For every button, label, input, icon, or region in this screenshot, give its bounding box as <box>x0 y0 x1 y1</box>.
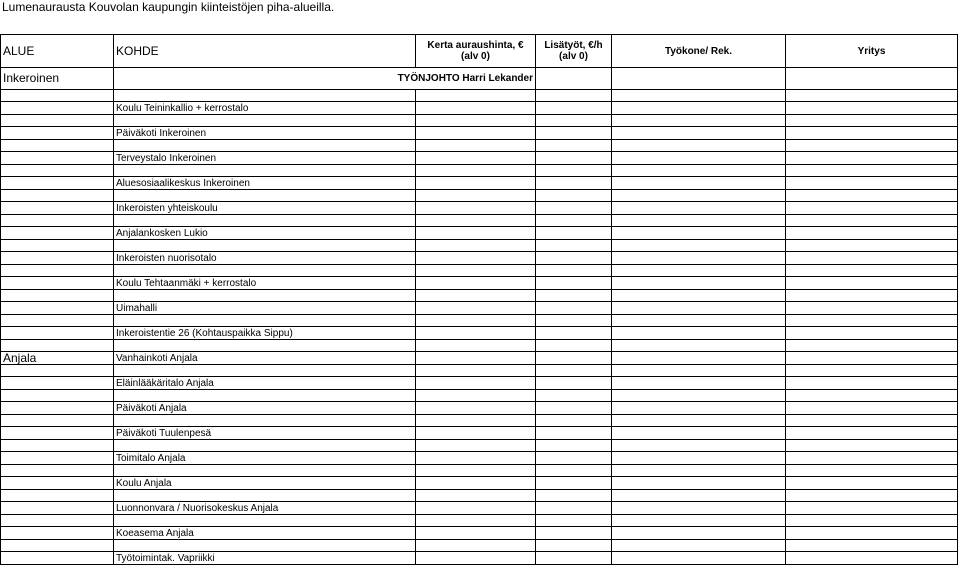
empty-cell <box>416 227 536 240</box>
site-name: Anjalankosken Lukio <box>114 227 416 240</box>
empty-cell <box>536 440 612 452</box>
empty-cell <box>416 252 536 265</box>
empty-cell <box>416 340 536 352</box>
header-alue: ALUE <box>1 35 114 68</box>
empty-cell <box>612 240 786 252</box>
spacer-row <box>1 365 958 377</box>
site-row <box>1 377 958 390</box>
empty-cell <box>786 177 958 190</box>
empty-cell <box>536 115 612 127</box>
empty-cell <box>416 265 536 277</box>
empty-cell <box>612 252 786 265</box>
empty-cell <box>1 427 114 440</box>
empty-cell <box>416 552 536 565</box>
empty-cell <box>612 227 786 240</box>
empty-cell <box>786 302 958 315</box>
site-row <box>1 452 958 465</box>
empty-cell <box>416 90 536 102</box>
empty-cell <box>1 315 114 327</box>
site-row <box>1 352 958 365</box>
empty-cell <box>1 302 114 315</box>
empty-cell <box>786 68 958 90</box>
empty-cell <box>536 140 612 152</box>
spacer-row <box>1 265 958 277</box>
site-row <box>1 402 958 415</box>
empty-cell <box>114 340 416 352</box>
spacer-row <box>1 140 958 152</box>
empty-cell <box>1 127 114 140</box>
empty-cell <box>416 215 536 227</box>
spacer-row <box>1 515 958 527</box>
empty-cell <box>416 427 536 440</box>
empty-cell <box>536 177 612 190</box>
empty-cell <box>416 540 536 552</box>
empty-cell <box>612 190 786 202</box>
empty-cell <box>536 240 612 252</box>
empty-cell <box>114 465 416 477</box>
empty-cell <box>1 390 114 402</box>
empty-cell <box>786 465 958 477</box>
site-row <box>1 552 958 565</box>
area-name: Inkeroinen <box>1 68 114 90</box>
document-title: Lumenaurausta Kouvolan kaupungin kiinteistöjen piha-alueilla. <box>2 0 335 14</box>
empty-cell <box>786 352 958 365</box>
empty-cell <box>536 265 612 277</box>
site-name: Päiväkoti Tuulenpesä <box>114 427 416 440</box>
empty-cell <box>536 352 612 365</box>
empty-cell <box>416 465 536 477</box>
spacer-row <box>1 165 958 177</box>
empty-cell <box>612 427 786 440</box>
empty-cell <box>416 365 536 377</box>
site-row <box>1 127 958 140</box>
spacer-row <box>1 190 958 202</box>
empty-cell <box>1 265 114 277</box>
empty-cell <box>536 227 612 240</box>
empty-cell <box>536 515 612 527</box>
empty-cell <box>612 177 786 190</box>
empty-cell <box>612 265 786 277</box>
empty-cell <box>416 377 536 390</box>
empty-cell <box>612 340 786 352</box>
empty-cell <box>786 115 958 127</box>
site-name: Koeasema Anjala <box>114 527 416 540</box>
empty-cell <box>612 502 786 515</box>
empty-cell <box>416 527 536 540</box>
empty-cell <box>786 402 958 415</box>
empty-cell <box>612 515 786 527</box>
empty-cell <box>536 552 612 565</box>
site-name: Eläinlääkäritalo Anjala <box>114 377 416 390</box>
header-tyokone: Työkone/ Rek. <box>612 35 786 68</box>
site-name: Vanhainkoti Anjala <box>114 352 416 365</box>
empty-cell <box>416 277 536 290</box>
empty-cell <box>536 90 612 102</box>
empty-cell <box>416 352 536 365</box>
spacer-row <box>1 115 958 127</box>
empty-cell <box>1 90 114 102</box>
empty-cell <box>786 277 958 290</box>
empty-cell <box>1 452 114 465</box>
empty-cell <box>114 365 416 377</box>
empty-cell <box>536 490 612 502</box>
empty-cell <box>786 165 958 177</box>
empty-cell <box>416 152 536 165</box>
spacer-row <box>1 215 958 227</box>
empty-cell <box>1 540 114 552</box>
empty-cell <box>612 352 786 365</box>
empty-cell <box>536 68 612 90</box>
empty-cell <box>612 440 786 452</box>
empty-cell <box>416 127 536 140</box>
empty-cell <box>612 152 786 165</box>
empty-cell <box>114 415 416 427</box>
header-kerta-line2: (alv 0) <box>461 51 490 62</box>
empty-cell <box>536 540 612 552</box>
empty-cell <box>786 227 958 240</box>
empty-cell <box>1 502 114 515</box>
empty-cell <box>1 477 114 490</box>
empty-cell <box>612 540 786 552</box>
site-row <box>1 527 958 540</box>
empty-cell <box>536 102 612 115</box>
empty-cell <box>786 315 958 327</box>
site-name: Koulu Tehtaanmäki + kerrostalo <box>114 277 416 290</box>
site-row <box>1 477 958 490</box>
spacer-row <box>1 240 958 252</box>
empty-cell <box>1 115 114 127</box>
empty-cell <box>786 152 958 165</box>
empty-cell <box>114 140 416 152</box>
empty-cell <box>114 515 416 527</box>
empty-cell <box>612 452 786 465</box>
site-name: Uimahalli <box>114 302 416 315</box>
empty-cell <box>786 540 958 552</box>
empty-cell <box>114 440 416 452</box>
empty-cell <box>114 540 416 552</box>
empty-cell <box>1 215 114 227</box>
empty-cell <box>416 452 536 465</box>
empty-cell <box>536 377 612 390</box>
empty-cell <box>612 315 786 327</box>
spacer-row <box>1 340 958 352</box>
site-row <box>1 427 958 440</box>
empty-cell <box>786 140 958 152</box>
empty-cell <box>536 165 612 177</box>
empty-cell <box>114 290 416 302</box>
empty-cell <box>536 527 612 540</box>
empty-cell <box>1 227 114 240</box>
empty-cell <box>114 490 416 502</box>
empty-cell <box>1 177 114 190</box>
empty-cell <box>416 165 536 177</box>
site-name: Inkeroisten nuorisotalo <box>114 252 416 265</box>
empty-cell <box>786 127 958 140</box>
empty-cell <box>536 402 612 415</box>
empty-cell <box>786 240 958 252</box>
empty-cell <box>612 165 786 177</box>
empty-cell <box>536 290 612 302</box>
site-name: Päiväkoti Anjala <box>114 402 416 415</box>
empty-cell <box>612 527 786 540</box>
empty-cell <box>416 515 536 527</box>
site-row <box>1 252 958 265</box>
area-row <box>1 68 958 90</box>
empty-cell <box>612 327 786 340</box>
empty-cell <box>1 527 114 540</box>
empty-cell <box>786 290 958 302</box>
empty-cell <box>1 202 114 215</box>
empty-cell <box>114 165 416 177</box>
empty-cell <box>1 290 114 302</box>
empty-cell <box>786 102 958 115</box>
empty-cell <box>416 315 536 327</box>
site-name: Toimitalo Anjala <box>114 452 416 465</box>
spacer-row <box>1 490 958 502</box>
empty-cell <box>612 552 786 565</box>
empty-cell <box>416 115 536 127</box>
header-lisatyot-line2: (alv 0) <box>559 51 588 62</box>
empty-cell <box>114 90 416 102</box>
spacer-row <box>1 90 958 102</box>
site-row <box>1 102 958 115</box>
empty-cell <box>612 390 786 402</box>
empty-cell <box>612 477 786 490</box>
empty-cell <box>786 427 958 440</box>
empty-cell <box>612 127 786 140</box>
empty-cell <box>1 415 114 427</box>
empty-cell <box>612 402 786 415</box>
empty-cell <box>612 415 786 427</box>
empty-cell <box>786 377 958 390</box>
empty-cell <box>416 190 536 202</box>
empty-cell <box>416 202 536 215</box>
empty-cell <box>536 340 612 352</box>
header-kerta-line1: Kerta auraushinta, € <box>427 40 524 51</box>
empty-cell <box>1 340 114 352</box>
empty-cell <box>786 340 958 352</box>
empty-cell <box>536 477 612 490</box>
site-row <box>1 152 958 165</box>
site-name: Inkeroisten yhteiskoulu <box>114 202 416 215</box>
spacer-row <box>1 390 958 402</box>
empty-cell <box>114 315 416 327</box>
site-row <box>1 327 958 340</box>
empty-cell <box>416 102 536 115</box>
empty-cell <box>416 327 536 340</box>
empty-cell <box>536 277 612 290</box>
empty-cell <box>786 502 958 515</box>
empty-cell <box>536 152 612 165</box>
empty-cell <box>786 477 958 490</box>
empty-cell <box>536 502 612 515</box>
empty-cell <box>612 377 786 390</box>
empty-cell <box>612 490 786 502</box>
empty-cell <box>612 140 786 152</box>
empty-cell <box>536 202 612 215</box>
site-name: Terveystalo Inkeroinen <box>114 152 416 165</box>
site-name: Aluesosiaalikeskus Inkeroinen <box>114 177 416 190</box>
area-name: Anjala <box>1 352 114 365</box>
empty-cell <box>416 440 536 452</box>
empty-cell <box>1 140 114 152</box>
header-lisatyot-line1: Lisätyöt, €/h <box>544 40 603 51</box>
empty-cell <box>536 327 612 340</box>
empty-cell <box>1 552 114 565</box>
header-kohde: KOHDE <box>114 35 416 68</box>
site-row <box>1 177 958 190</box>
empty-cell <box>416 402 536 415</box>
spacer-row <box>1 465 958 477</box>
empty-cell <box>786 490 958 502</box>
empty-cell <box>786 202 958 215</box>
empty-cell <box>536 190 612 202</box>
site-name: Päiväkoti Inkeroinen <box>114 127 416 140</box>
empty-cell <box>786 327 958 340</box>
site-name: Koulu Teininkallio + kerrostalo <box>114 102 416 115</box>
empty-cell <box>612 277 786 290</box>
site-row <box>1 227 958 240</box>
empty-cell <box>786 252 958 265</box>
empty-cell <box>786 415 958 427</box>
site-name: Työtoimintak. Vapriikki <box>114 552 416 565</box>
empty-cell <box>786 390 958 402</box>
snow-plowing-price-table <box>0 34 958 565</box>
empty-cell <box>416 290 536 302</box>
empty-cell <box>612 290 786 302</box>
empty-cell <box>1 165 114 177</box>
empty-cell <box>612 102 786 115</box>
empty-cell <box>786 190 958 202</box>
empty-cell <box>612 90 786 102</box>
empty-cell <box>536 452 612 465</box>
empty-cell <box>1 252 114 265</box>
empty-cell <box>536 127 612 140</box>
header-yritys: Yritys <box>786 35 958 68</box>
site-row <box>1 202 958 215</box>
spacer-row <box>1 315 958 327</box>
empty-cell <box>612 202 786 215</box>
site-row <box>1 277 958 290</box>
empty-cell <box>536 302 612 315</box>
empty-cell <box>612 365 786 377</box>
empty-cell <box>786 440 958 452</box>
empty-cell <box>416 177 536 190</box>
empty-cell <box>1 277 114 290</box>
empty-cell <box>786 515 958 527</box>
empty-cell <box>612 465 786 477</box>
empty-cell <box>416 415 536 427</box>
empty-cell <box>416 302 536 315</box>
site-row <box>1 502 958 515</box>
spacer-row <box>1 290 958 302</box>
spacer-row <box>1 540 958 552</box>
empty-cell <box>536 215 612 227</box>
empty-cell <box>612 115 786 127</box>
site-name: Koulu Anjala <box>114 477 416 490</box>
header-row <box>1 35 958 68</box>
empty-cell <box>1 365 114 377</box>
spacer-row <box>1 415 958 427</box>
site-name: Luonnonvara / Nuorisokeskus Anjala <box>114 502 416 515</box>
empty-cell <box>416 390 536 402</box>
empty-cell <box>536 390 612 402</box>
empty-cell <box>114 390 416 402</box>
empty-cell <box>536 315 612 327</box>
empty-cell <box>416 490 536 502</box>
empty-cell <box>416 502 536 515</box>
foreman-label: TYÖNJOHTO Harri Lekander <box>114 68 536 90</box>
empty-cell <box>786 215 958 227</box>
empty-cell <box>786 90 958 102</box>
empty-cell <box>612 68 786 90</box>
spacer-row <box>1 440 958 452</box>
empty-cell <box>786 452 958 465</box>
empty-cell <box>786 552 958 565</box>
empty-cell <box>416 240 536 252</box>
empty-cell <box>1 102 114 115</box>
empty-cell <box>114 240 416 252</box>
empty-cell <box>786 365 958 377</box>
empty-cell <box>114 190 416 202</box>
empty-cell <box>536 465 612 477</box>
empty-cell <box>536 427 612 440</box>
empty-cell <box>786 265 958 277</box>
empty-cell <box>536 415 612 427</box>
empty-cell <box>114 215 416 227</box>
empty-cell <box>114 115 416 127</box>
empty-cell <box>1 377 114 390</box>
empty-cell <box>1 515 114 527</box>
empty-cell <box>1 465 114 477</box>
empty-cell <box>416 477 536 490</box>
empty-cell <box>1 190 114 202</box>
empty-cell <box>786 527 958 540</box>
site-row <box>1 302 958 315</box>
empty-cell <box>1 240 114 252</box>
empty-cell <box>1 327 114 340</box>
empty-cell <box>612 215 786 227</box>
header-kerta-auraushinta <box>416 35 536 68</box>
empty-cell <box>114 265 416 277</box>
empty-cell <box>1 152 114 165</box>
empty-cell <box>536 252 612 265</box>
empty-cell <box>1 402 114 415</box>
site-name: Inkeroistentie 26 (Kohtauspaikka Sippu) <box>114 327 416 340</box>
empty-cell <box>536 365 612 377</box>
empty-cell <box>1 490 114 502</box>
empty-cell <box>612 302 786 315</box>
empty-cell <box>416 140 536 152</box>
header-lisatyot <box>536 35 612 68</box>
empty-cell <box>1 440 114 452</box>
